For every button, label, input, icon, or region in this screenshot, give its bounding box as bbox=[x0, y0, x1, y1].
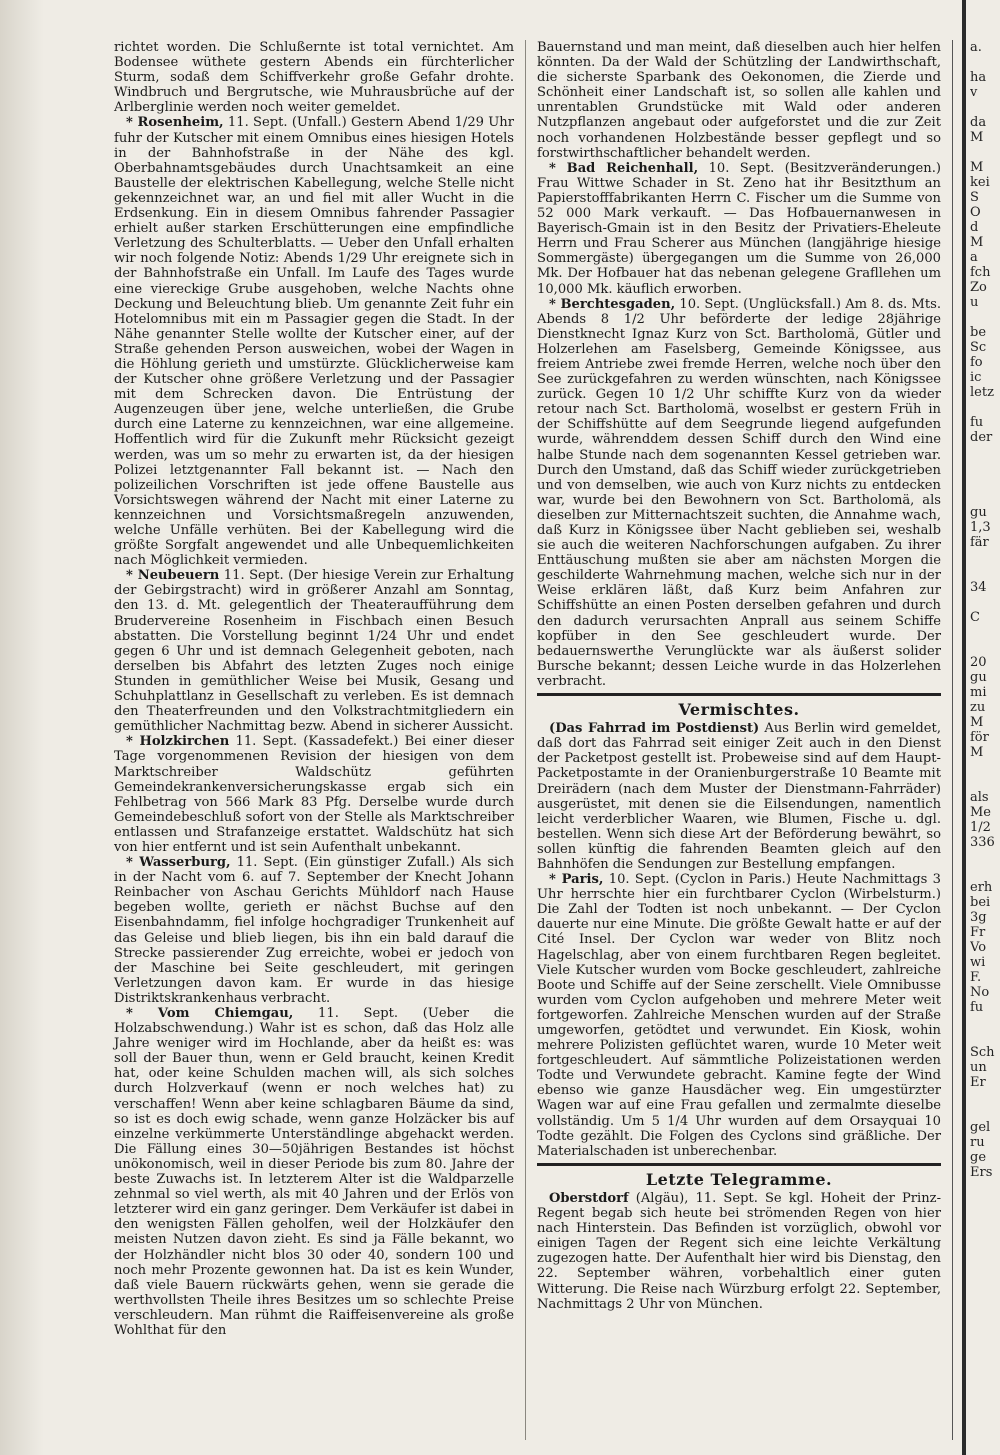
article-paragraph: richtet worden. Die Schlußernte ist total vernichtet. Am Bodensee wüthete gestern Abends ein fürchterlicher Sturm, sodaß dem Schiffverkehr große Gefahr drohte. Windbruch und Bergrutsche, wie Muhrausbrüche auf der Arlberglinie werden noch weiter gemeldet. bbox=[114, 40, 514, 116]
fragment-line bbox=[970, 310, 1000, 325]
fragment-line: No bbox=[970, 985, 990, 1000]
fragment-line: ge bbox=[970, 1150, 987, 1165]
column-left bbox=[114, 40, 514, 1338]
fragment-line: F. bbox=[970, 970, 982, 985]
article-text: 11. Sept. (Ueber die Holzabschwendung.) Wahr ist es schon, daß das Holz alle Jahre weniger wird im Hochlande, aber da heißt es: was soll der Bauer thun, wenn er Geld braucht, keinen Kredit hat, oder keine Schulden machen will, als sich solches durch Holzverkauf (wenn er noch welches hat) zu verschaffen! Wenn aber keine schlagbaren Bäume da sind, so ist es doch ewig schade, wenn ganze Holzäcker bis auf einzelne verkümmerte Unterständlinge abgehackt werden. Die Fällung eines 30—50jährigen Bestandes ist höchst unökonomisch, weil in dieser Periode bis zum 80. Jahre der beste Zuwachs ist. In letzterem Alter ist die Waldparzelle zehnmal so viel werth, als mit 40 Jahren und der Erlös von letzterer wird ein ganz geringer. Dem Verkäufer ist dabei in den wenigsten Fällen geholfen, weil der Holzkäufer den meisten Nutzen davon zieht. Es sind ja Fälle bekannt, wo der Holzhändler nicht blos 30 oder 40, sondern 100 und noch mehr Prozente gewonnen hat. Da ist es kein Wunder, daß viele Bauern rückwärts gehen, wenn sie gerade die werthvollsten Theile ihres Besitzes um so schlechte Preise verschleudern. Man rühmt die Raiffeisenvereine als große Wohlthat für den bbox=[114, 1006, 515, 1338]
fragment-line: bei bbox=[970, 895, 991, 910]
article-paragraph bbox=[114, 115, 514, 568]
article-paragraph bbox=[114, 568, 514, 734]
fragment-line: letz bbox=[970, 385, 994, 400]
page-edge-bar bbox=[962, 0, 966, 1455]
dateline: * Neubeuern bbox=[126, 568, 220, 584]
fragment-line bbox=[970, 445, 1000, 460]
fragment-line: un bbox=[970, 1060, 987, 1075]
fragment-line: ru bbox=[970, 1135, 985, 1150]
fragment-line bbox=[970, 1105, 1000, 1120]
fragment-line: C bbox=[970, 610, 980, 625]
section-heading-vermischtes: Vermischtes. bbox=[678, 700, 800, 720]
dateline: * Paris, bbox=[549, 872, 604, 888]
article-paragraph bbox=[114, 855, 514, 1006]
fragment-line: 336 bbox=[970, 835, 995, 850]
section-rule bbox=[537, 693, 941, 696]
binding-gutter bbox=[0, 0, 44, 1455]
article-text: 11. Sept. (Unfall.) Gestern Abend 1/29 Uhr fuhr der Kutscher mit einem Omnibus eines hiesigen Hotels in der Bahnhofstraße in der Nähe des kgl. Oberbahnamtsgebäudes durch Unachtsamkeit an eine Baustelle der elektrischen Kabellegung, welche Stelle nicht gekennzeichnet war, an und fiel mit aller Wucht in die Erdsenkung. Ein in diesem Omnibus fahrender Passagier erhielt außer starken Erschütterungen eine empfindliche Verletzung des Schulterblatts. — Ueber den Unfall erhalten wir noch folgende Notiz: Abends 1/29 Uhr ereignete sich in der Bahnhofstraße ein Unfall. Im Laufe des Tages wurde eine viereckige Grube ausgehoben, welche Nachts ohne Deckung und Beleuchtung blieb. Um genannte Zeit fuhr ein Hotelomnibus mit ein m Passagier gegen die Stadt. In der Nähe genannter Stelle wollte der Kutscher einer, auf der Straße gehenden Person ausweichen, wobei der Wagen in die Höhlung gerieth und umstürzte. Glücklicherweise kam der Kutscher ohne größere Verletzung und der Passagier mit dem Schrecken davon. Die Entrüstung der Augenzeugen über jene, welche unterließen, die Grube durch eine Laterne zu kennzeichnen, war eine allgemeine. Hoffentlich wird für die Zukunft mehr Rücksicht gezeigt werden, was um so mehr zu erwarten ist, da der hiesigen Polizei letztgenannter Fall bekannt ist. — Nach den polizeilichen Vorschriften ist jede offene Baustelle aus Vorsichtswegen während der Nacht mit einer Laterne zu kennzeichnen und Vorsichtsmaßregeln anzuwenden, welche Unfälle verhüten. Bei der Kabellegung wird die größte Sorgfalt angewendet und alle Unbequemlichkeiten nach Möglichkeit vermieden. bbox=[114, 115, 515, 569]
fragment-line: als bbox=[970, 790, 989, 805]
fragment-line: zu bbox=[970, 700, 986, 715]
fragment-line: fo bbox=[970, 355, 983, 370]
fragment-line: d bbox=[970, 220, 979, 235]
fragment-line: Ers bbox=[970, 1165, 993, 1180]
fragment-line: gu bbox=[970, 670, 987, 685]
column-right bbox=[537, 40, 941, 1312]
fragment-line bbox=[970, 1015, 1000, 1030]
fragment-line: M bbox=[970, 745, 984, 760]
fragment-line: Me bbox=[970, 805, 992, 820]
fragment-line: för bbox=[970, 730, 989, 745]
dateline: * Bad Reichenhall, bbox=[549, 160, 699, 176]
fragment-line: fu bbox=[970, 1000, 984, 1015]
fragment-line bbox=[970, 400, 1000, 415]
fragment-line: fu bbox=[970, 415, 984, 430]
dateline: * Wasserburg, bbox=[126, 855, 231, 871]
article-paragraph bbox=[537, 872, 941, 1159]
fragment-line: da bbox=[970, 115, 987, 130]
fragment-line: wi bbox=[970, 955, 986, 970]
fragment-line: M bbox=[970, 160, 984, 175]
fragment-line: a. bbox=[970, 40, 982, 55]
fragment-line bbox=[970, 145, 1000, 160]
article-text: 10. Sept. (Unglücksfall.) Am 8. ds. Mts. Abends 8 1/2 Uhr beförderte der ledige 28jährige Dienstknecht Ignaz Kurz von Sct. Bartholomä, Gütler und Holzerlehen am Faselsberg, Gemeinde Königssee, aus freiem Antriebe zwei fremde Herren, welche noch über den See zurückgefahren zu werden wünschten, nach Königssee zurück. Gegen 10 1/2 Uhr schiffte Kurz von da wieder retour nach Sct. Bartholomä, woselbst er gestern Früh in der Schiffshütte auf dem Seegrunde liegend aufgefunden wurde, währenddem dessen Schiff durch den Wind eine halbe Stunde nach dem sogenannten Kessel getrieben war. Durch den Umstand, daß das Schiff wieder zurückgetrieben und von demselben, wie auch von Kurz nichts zu entdecken war, wurde bei den Bewohnern von Sct. Bartholomä, als dieselben zur Mitternachtszeit suchten, die Annahme wach, daß Kurz in Königssee über Nacht geblieben sei, weshalb sie auch die weiteren Nachforschungen aufgaben. Zu ihrer Enttäuschung mußten sie aber am nächsten Morgen die geschilderte Wahrnehmung machen, welche sich nur in der Weise erklären läßt, daß Kurz beim Anfahren zur Schiffshütte an einen Posten derselben gefahren und durch den dadurch verursachten Anprall aus seinem Schiffe kopfüber in den See geschleudert wurde. Der bedauernswerthe Verunglückte war als äußerst solider Bursche bekannt; dessen Leiche wurde in das Holzerlehen verbracht. bbox=[537, 296, 941, 689]
fragment-line: 1/2 bbox=[970, 820, 991, 835]
fragment-line: O bbox=[970, 205, 981, 220]
fragment-line bbox=[970, 760, 1000, 775]
article-paragraph bbox=[537, 721, 941, 872]
fragment-line: v bbox=[970, 85, 978, 100]
article-lead: (Das Fahrrad im Postdienst) bbox=[549, 721, 760, 737]
article-paragraph bbox=[537, 297, 941, 689]
article-paragraph bbox=[537, 161, 941, 297]
fragment-line bbox=[970, 640, 1000, 655]
fragment-line bbox=[970, 460, 1000, 475]
fragment-line bbox=[970, 565, 1000, 580]
fragment-line: fch bbox=[970, 265, 991, 280]
dateline: Oberstdorf bbox=[549, 1190, 629, 1206]
page-edge-rule bbox=[952, 40, 953, 1440]
fragment-line: Er bbox=[970, 1075, 986, 1090]
fragment-line: M bbox=[970, 130, 984, 145]
article-text: 10. Sept. (Cyclon in Paris.) Heute Nachmittags 3 Uhr herrschte hier ein furchtbarer Cyclon (Wirbelsturm.) Die Zahl der Todten ist noch unbekannt. — Der Cyclon dauerte nur eine Minute. Die größte Gewalt hatte er auf der Cité Insel. Der Cyclon war weder von Blitz noch Hagelschlag, aber von einem furchtbaren Regen begleitet. Viele Kutscher wurden vom Bocke geschleudert, zahlreiche Boote und Schiffe auf der Seine zerschellt. Viele Omnibusse wurden vom Cyclon aufgehoben und mehrere Meter weit fortgeworfen. Zahlreiche Menschen wurden auf der Straße umgeworfen, getödtet und verwundet. Ein Kiosk, wohin mehrere Polizisten geflüchtet waren, wurde 10 Meter weit fortgeschleudert. Auf sämmtliche Polizeistationen werden Todte und Verwundete gebracht. Kamine fegte der Wind ebenso wie ganze Hausdächer weg. Ein umgestürzter Wagen war auf eine Frau gefallen und zermalmte dieselbe vollständig. Um 5 1/4 Uhr wurden auf dem Orsayquai 10 Todte gezählt. Die Folgen des Cyclons sind gräßliche. Der Materialschaden ist unberechenbar. bbox=[537, 872, 942, 1159]
fragment-line: be bbox=[970, 325, 987, 340]
fragment-line: M bbox=[970, 715, 984, 730]
fragment-line bbox=[970, 475, 1000, 490]
fragment-line bbox=[970, 595, 1000, 610]
fragment-line: fär bbox=[970, 535, 989, 550]
fragment-line bbox=[970, 865, 1000, 880]
fragment-line bbox=[970, 100, 1000, 115]
fragment-line: gu bbox=[970, 505, 987, 520]
fragment-line: 34 bbox=[970, 580, 987, 595]
article-text: 11. Sept. (Ein günstiger Zufall.) Als sich in der Nacht vom 6. auf 7. September der Knecht Johann Reinbacher von Aschau Gerichts Mühldorf nach Hause begeben wollte, gerieth er nächst Buchse auf den Eisenbahndamm, fiel infolge hochgradiger Trunkenheit auf das Geleise und blieb liegen, bis ihn ein bald darauf die Strecke passierender Zug erreichte, wobei er jedoch von der Maschine bei Seite geschleudert, mit geringen Verletzungen davon kam. Er wurde in das hiesige Distriktskrankenhaus verbracht. bbox=[114, 855, 515, 1006]
fragment-line bbox=[970, 775, 1000, 790]
fragment-line: S bbox=[970, 190, 979, 205]
dateline: * Rosenheim, bbox=[126, 115, 224, 131]
adjacent-page-fragment bbox=[970, 40, 1000, 1440]
article-text: 10. Sept. (Besitzveränderungen.) Frau Wittwe Schader in St. Zeno hat ihr Besitzthum an Papierstofffabrikanten Herrn C. Fischer um die Summe von 52 000 Mark verkauft. — Das Hofbauernanwesen in Bayerisch-Gmain ist in den Besitz der Privatiers-Eheleute Herrn und Frau Scherer aus München (langjährige hiesige Sommergäste) übergegangen um die Summe von 26,000 Mk. Der Hofbauer hat das nebenan gelegene Grafllehen um 10,000 Mk. käuflich erworben. bbox=[537, 160, 941, 297]
section-rule bbox=[537, 1163, 941, 1166]
fragment-line: a bbox=[970, 250, 978, 265]
fragment-line: 20 bbox=[970, 655, 987, 670]
fragment-line: M bbox=[970, 235, 984, 250]
article-paragraph bbox=[537, 1191, 941, 1312]
fragment-line: Vo bbox=[970, 940, 987, 955]
fragment-line: erh bbox=[970, 880, 993, 895]
dateline: * Berchtesgaden, bbox=[549, 296, 676, 312]
section-heading-telegramme: Letzte Telegramme. bbox=[645, 1169, 833, 1189]
fragment-line bbox=[970, 1090, 1000, 1105]
article-text: 11. Sept. (Kassadefekt.) Bei einer dieser Tage vorgenommenen Revision der hiesigen von dem Marktschreiber Waldschütz geführten Gemeindekrankenversicherungskasse ergab sich ein Fehlbetrag von 566 Mark 83 Pfg. Derselbe wurde durch Gemeindebeschluß sofort von der Stelle als Marktschreiber entlassen und Strafanzeige erstattet. Waldschütz hat sich von hier entfernt und ist sein Aufenthalt unbekannt. bbox=[114, 734, 514, 855]
fragment-line: u bbox=[970, 295, 979, 310]
fragment-line bbox=[970, 850, 1000, 865]
fragment-line bbox=[970, 550, 1000, 565]
fragment-line: 1,3 bbox=[970, 520, 991, 535]
article-paragraph bbox=[114, 1006, 514, 1338]
fragment-line: Sch bbox=[970, 1045, 995, 1060]
article-text: 11. Sept. (Der hiesige Verein zur Erhaltung der Gebirgstracht) wird in größerer Anzahl am Sonntag, den 13. d. Mt. gelegentlich der Theateraufführung dem Brudervereine Rosenheim in Fischbach einen Besuch abstatten. Die Vorstellung beginnt 1/24 Uhr und endet gegen 6 Uhr und ist demnach Gelegenheit geboten, nach derselben bis Abfahrt des letzten Zuges noch einige Stunden in gemüthlicher Weise bei Musik, Gesang und Schuhplattlanz in Gesellschaft zu verleben. Es ist demnach den Theaterfreunden und den Volkstrachtmitgliedern ein gemüthlicher Nachmittag bezw. Abend in sicherer Aussicht. bbox=[114, 568, 514, 735]
fragment-line: kei bbox=[970, 175, 990, 190]
article-paragraph bbox=[114, 734, 514, 855]
fragment-line: Fr bbox=[970, 925, 986, 940]
fragment-line: mi bbox=[970, 685, 987, 700]
fragment-line: Zo bbox=[970, 280, 987, 295]
fragment-line: ic bbox=[970, 370, 982, 385]
fragment-line: gel bbox=[970, 1120, 991, 1135]
fragment-line bbox=[970, 55, 1000, 70]
article-text: (Algäu), 11. Sept. Se kgl. Hoheit der Prinz-Regent begab sich heute bei strömenden Regen von hier nach Hinterstein. Das Befinden ist vorzüglich, obwohl vor einigen Tagen der Regent sich eine leichte Verkältung zugezogen hatte. Der Aufenthalt hier wird bis Dienstag, den 22. September währen, vorbehaltlich einer guten Witterung. Die Reise nach Würzburg erfolgt 22. September, Nachmittags 2 Uhr von München. bbox=[537, 1190, 941, 1312]
fragment-line: Sc bbox=[970, 340, 987, 355]
fragment-line: der bbox=[970, 430, 993, 445]
fragment-line bbox=[970, 625, 1000, 640]
dateline: * Vom Chiemgau, bbox=[126, 1006, 294, 1021]
dateline: * Holzkirchen bbox=[126, 734, 230, 750]
article-paragraph: Bauernstand und man meint, daß dieselben auch hier helfen könnten. Da der Wald der Schützling der Landwirthschaft, die sicherste Sparbank des Oekonomen, die Zierde und Schönheit einer Landschaft ist, so sollen alle kahlen und unrentablen Grundstücke mit Wald oder anderen Nutzpflanzen angebaut oder aufgeforstet und die zur Zeit noch vorhandenen Holzbestände besser gepflegt und so forstwirthschaftlicher behandelt werden. bbox=[537, 40, 941, 161]
column-divider bbox=[525, 40, 526, 1440]
fragment-line bbox=[970, 490, 1000, 505]
article-text: Aus Berlin wird gemeldet, daß dort das Fahrrad seit einiger Zeit auch in den Dienst der Packetpost gestellt ist. Probeweise sind auf dem Haupt-Packetpostamte in der Oranienburgerstraße 10 Beamte mit Dreirädern (nach dem Muster der Dienstmann-Fahrräder) ausgerüstet, mit denen sie die Eilsendungen, namentlich leicht verderblicher Waaren, wie Blumen, Fische u. dgl. bestellen. Wenn sich diese Art der Beförderung bewährt, so sollen künftig die fahrenden Beamten gleich auf den Bahnhöfen die Sendungen zur Bestellung empfangen. bbox=[537, 721, 941, 872]
fragment-line: ha bbox=[970, 70, 987, 85]
fragment-line: 3g bbox=[970, 910, 987, 925]
fragment-line bbox=[970, 1030, 1000, 1045]
